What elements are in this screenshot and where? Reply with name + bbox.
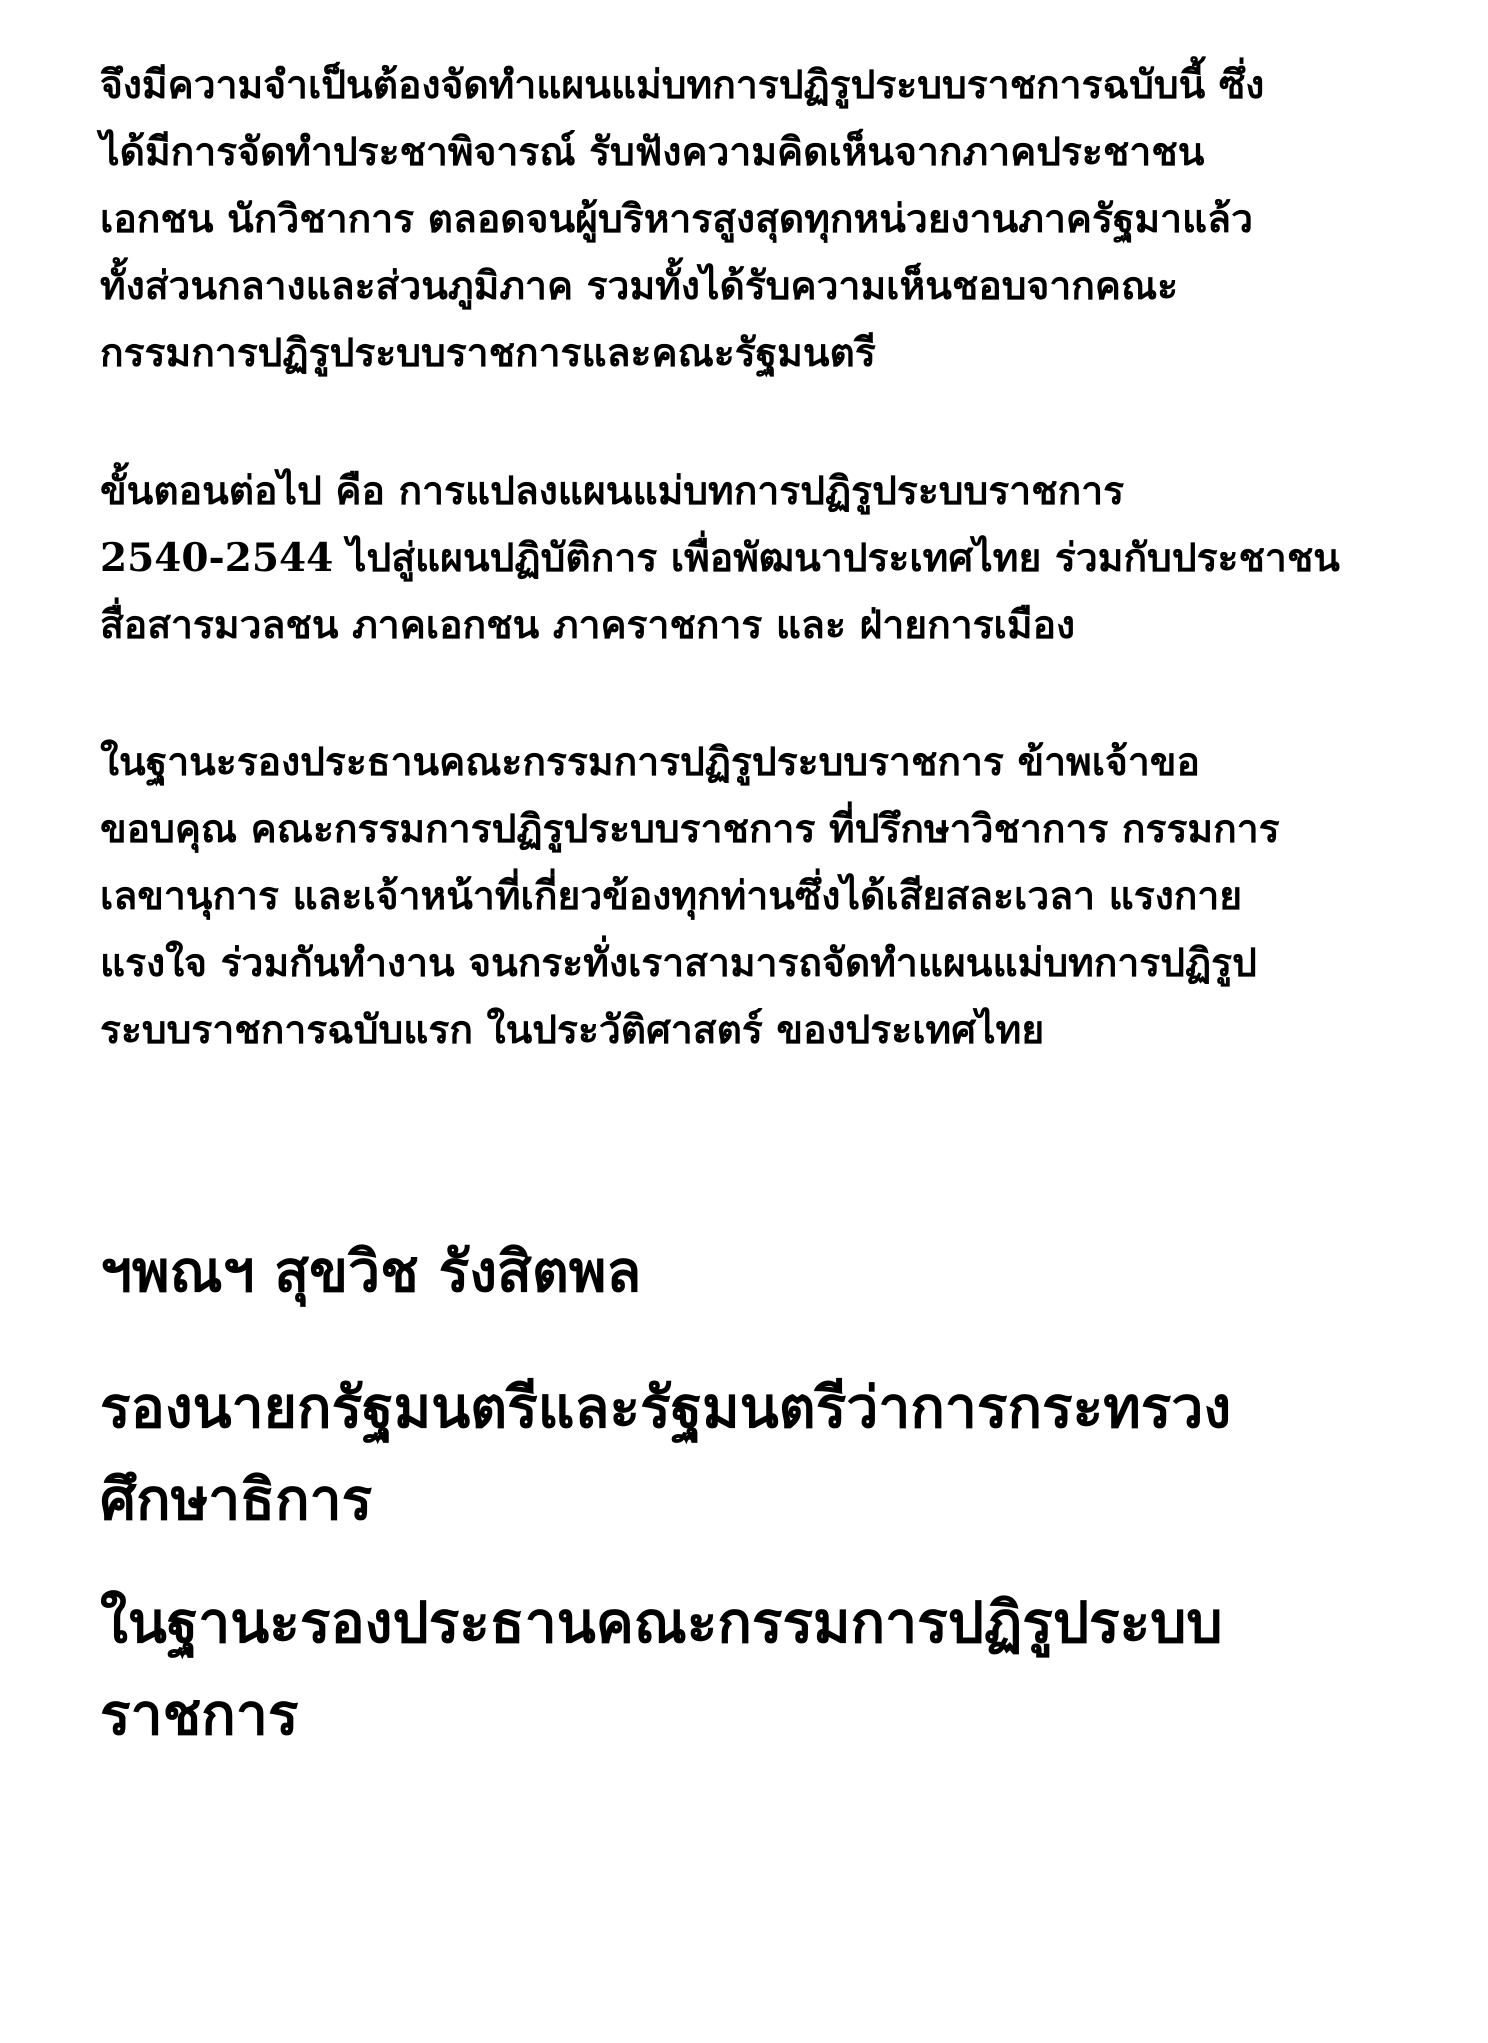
paragraph-line: กรรมการปฏิรูประบบราชการและคณะรัฐมนตรี [100,330,876,376]
paragraph-acknowledgement [100,729,1420,1064]
paragraph-line: เลขานุการ และเจ้าหน้าที่เกี่ยวข้องทุกท่านซึ่งได้เสียสละเวลา แรงกาย [100,873,1243,919]
signatory-position [100,1362,1420,1546]
signatory-name-text: ฯพณฯ สุขวิช รังสิตพล [100,1238,642,1305]
paragraph-line: สื่อสารมวลชน ภาคเอกชน ภาคราชการ และ ฝ่ายการเมือง [100,602,1076,648]
signatory-role-line: ในฐานะรองประธานคณะกรรมการปฏิรูประบบ [100,1589,1223,1656]
paragraph-line: เอกชน นักวิชาการ ตลอดจนผู้บริหารสูงสุดทุกหน่วยงานภาครัฐมาแล้ว [100,196,1253,242]
paragraph-master-plan [100,52,1420,387]
paragraph-next-steps [100,458,1420,659]
signatory-name [100,1226,1420,1318]
signatory-role-line: ราชการ [100,1681,299,1748]
paragraph-line: ระบบราชการฉบับแรก ในประวัติศาสตร์ ของประเทศไทย [100,1007,1045,1053]
paragraph-line: 2540-2544 ไปสู่แผนปฏิบัติการ เพื่อพัฒนาประเทศไทย ร่วมกับประชาชน [100,535,1340,581]
paragraph-line: ทั้งส่วนกลางและส่วนภูมิภาค รวมทั้งได้รับความเห็นชอบจากคณะ [100,263,1179,309]
signatory-role [100,1577,1420,1761]
paragraph-line: แรงใจ ร่วมกันทำงาน จนกระทั่งเราสามารถจัดทำแผนแม่บทการปฏิรูป [100,940,1257,986]
paragraph-line: จึงมีความจำเป็นต้องจัดทำแผนแม่บทการปฏิรูประบบราชการฉบับนี้ ซึ่ง [100,62,1265,108]
paragraph-line: ในฐานะรองประธานคณะกรรมการปฏิรูประบบราชการ ข้าพเจ้าขอ [100,739,1200,785]
paragraph-line: ขั้นตอนต่อไป คือ การแปลงแผนแม่บทการปฏิรูประบบราชการ [100,468,1125,514]
signatory-position-line: ศึกษาธิการ [100,1466,373,1533]
paragraph-line: ได้มีการจัดทำประชาพิจารณ์ รับฟังความคิดเห็นจากภาคประชาชน [100,129,1205,175]
signatory-position-line: รองนายกรัฐมนตรีและรัฐมนตรีว่าการกระทรวง [100,1374,1232,1441]
paragraph-line: ขอบคุณ คณะกรรมการปฏิรูประบบราชการ ที่ปรึกษาวิชาการ กรรมการ [100,806,1280,852]
